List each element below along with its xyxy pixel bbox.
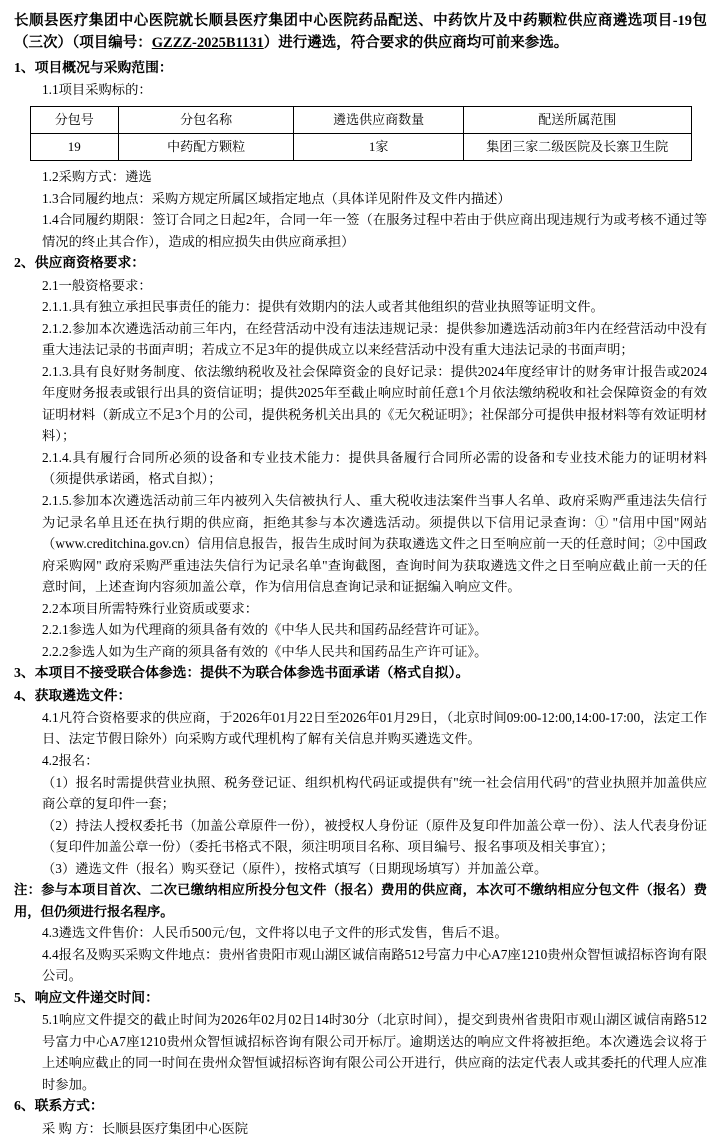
table-header-cell-3: 配送所属范围 [463,106,691,133]
section-4-item-4: （2）持法人授权委托书（加盖公章原件一份），被授权人身份证（原件及复印件加盖公章一份）、法人代表身份证（复印件加盖公章一份）（委托书格式不限，须注明项目名称、项目编号、报名事项及相关事宜）； [42,817,707,855]
section-heading-5: 5、响应文件递交时间： [14,989,159,1005]
section-4-item-6: 4.3遴选文件售价：人民币500元/包，文件将以电子文件的形式发售，售后不退。 [42,925,508,941]
table-row [30,134,691,161]
table-header-row [30,106,691,133]
section-4-item-2: 4.2报名： [42,752,99,768]
section-2-item-6: 2.1.5.参加本次遴选活动前三年内被列入失信被执行人、重大税收违法案件当事人名单、政府采购严重违法失信行为记录名单且还在执行期的供应商，拒绝其参与本次遴选活动。须提供以下信用记录查询：① "信用中国"网站（www.creditchina.gov.cn）信用信息报告，报告生成时间为获取遴选文件之日至响应前一天的任意时间；②中国政府采购网" 政府采购严重违法失信行为记录名单"查询截图，查询时间为获取遴选文件之日至响应截止前一天的任意时间，上述查询内容须加盖公章，作为信用信息查询记录和证据编入响应文件。 [42,492,707,595]
section-1-item-2: 1.2采购方式：遴选 [42,169,152,185]
section-heading-1: 1、项目概况与采购范围： [14,59,173,75]
title-code-label: （项目编号： [72,35,152,52]
section-2-item-8: 2.2.1参选人如为代理商的须具备有效的《中华人民共和国药品经营许可证》。 [42,622,488,638]
section-4-item-5: （3）遴选文件（报名）购买登记（原件），按格式填写（日期现场填写）并加盖公章。 [42,860,548,876]
section-5-item-1: 5.1响应文件提交的截止时间为2026年02月02日14时30分（北京时间），提交到贵州省贵阳市观山湖区诚信南路512号富力中心A7座1210贵州众智恒诚招标咨询有限公司开标厅。逾期送达的响应文件将被拒绝。本次遴选会议将于上述响应截止的同一时间在贵州众智恒诚招标咨询有限公司公开进行，供应商的法定代表人或其委托的代理人应准时参加。 [42,1012,707,1092]
package-table [30,106,692,161]
section-2-item-2: 2.1.1.具有独立承担民事责任的能力：提供有效期内的法人或者其他组织的营业执照等证明文件。 [42,299,604,315]
section-1-item-4: 1.4合同履约期限：签订合同之日起2年，合同一年一签（在服务过程中若由于供应商出现违规行为或考核不通过等情况的终止其合作），造成的相应损失由供应商承担） [42,212,707,249]
section-2-item-3: 2.1.2.参加本次遴选活动前三年内，在经营活动中没有违法违规记录：提供参加遴选活动前3年内在经营活动中没有重大违法记录的书面声明；若成立不足3年的提供成立以来经营活动中没有重大违法记录的书面声明； [42,320,707,358]
section-1-item-1: 1.1项目采购标的： [42,82,152,98]
section-4-item-1: 4.1凡符合资格要求的供应商，于2026年01月22日至2026年01月29日，（北京时间09:00-12:00,14:00-17:00，法定工作日、法定节假日除外）向采购方或代理机构了解有关信息并购买遴选文件。 [42,709,707,747]
section-2-item-5: 2.1.4.具有履行合同所必须的设备和专业技术能力：提供具备履行合同所必需的设备和专业技术能力的证明材料（须提供承诺函，格式自拟）； [42,449,707,487]
section-1-item-3: 1.3合同履约地点：采购方规定所属区域指定地点（具体详见附件及文件内描述） [42,190,511,206]
table-cell-delivery-scope: 集团三家二级医院及长寨卫生院 [463,134,691,161]
table-header-cell-1: 分包名称 [118,106,293,133]
title-lead: 长顺县医疗集团中心医院就长顺县医疗集团中心医院药品配送、中药饮片及中药颗粒供应商遴选项目-19包（三次） [14,13,707,52]
title-tail: ）进行遴选，符合要求的供应商均可前来参选。 [263,35,569,52]
document-title [14,10,707,55]
table-cell-supplier-count: 1家 [294,134,464,161]
section-heading-2: 2、供应商资格要求： [14,255,146,271]
section-4-note: 注：参与本项目首次、二次已缴纳相应所投分包文件（报名）费用的供应商，本次可不缴纳相应分包文件（报名）费用，但仍须进行报名程序。 [14,882,707,919]
section-2-item-7: 2.2本项目所需特殊行业资质或要求： [42,600,259,616]
table-header-cell-0: 分包号 [30,106,118,133]
section-heading-4: 4、获取遴选文件： [14,687,132,703]
project-code: GZZZ-2025B1131 [151,35,264,52]
table-header-cell-2: 遴选供应商数量 [294,106,464,133]
section-2-item-9: 2.2.2参选人如为生产商的须具备有效的《中华人民共和国药品生产许可证》。 [42,643,488,659]
section-4-item-3: （1）报名时需提供营业执照、税务登记证、组织机构代码证或提供有"统一社会信用代码"的营业执照并加盖供应商公章的复印件一套； [42,774,707,812]
table-cell-package-name: 中药配方颗粒 [118,134,293,161]
section-4-item-7: 4.4报名及购买采购文件地点：贵州省贵阳市观山湖区诚信南路512号富力中心A7座1210贵州众智恒诚招标咨询有限公司。 [42,946,707,984]
section-6-item-1: 采 购 方：长顺县医疗集团中心医院 [42,1120,249,1136]
section-heading-3: 3、本项目不接受联合体参选：提供不为联合体参选书面承诺（格式自拟）。 [14,665,470,681]
section-2-item-1: 2.1一般资格要求： [42,277,152,293]
section-2-item-4: 2.1.3.具有良好财务制度、依法缴纳税收及社会保障资金的良好记录：提供2024年度经审计的财务审计报告或2024年度财务报表或银行出具的资信证明；提供2025年至截止响应时前任意1个月依法缴纳税收和社会保障资金的有效证明材料（新成立不足3个月的公司，提供税务机关出具的《无欠税证明》；社保部分可提供申报材料等有效证明材料）； [42,363,707,444]
section-heading-6: 6、联系方式： [14,1098,104,1114]
table-cell-package-number: 19 [30,134,118,161]
